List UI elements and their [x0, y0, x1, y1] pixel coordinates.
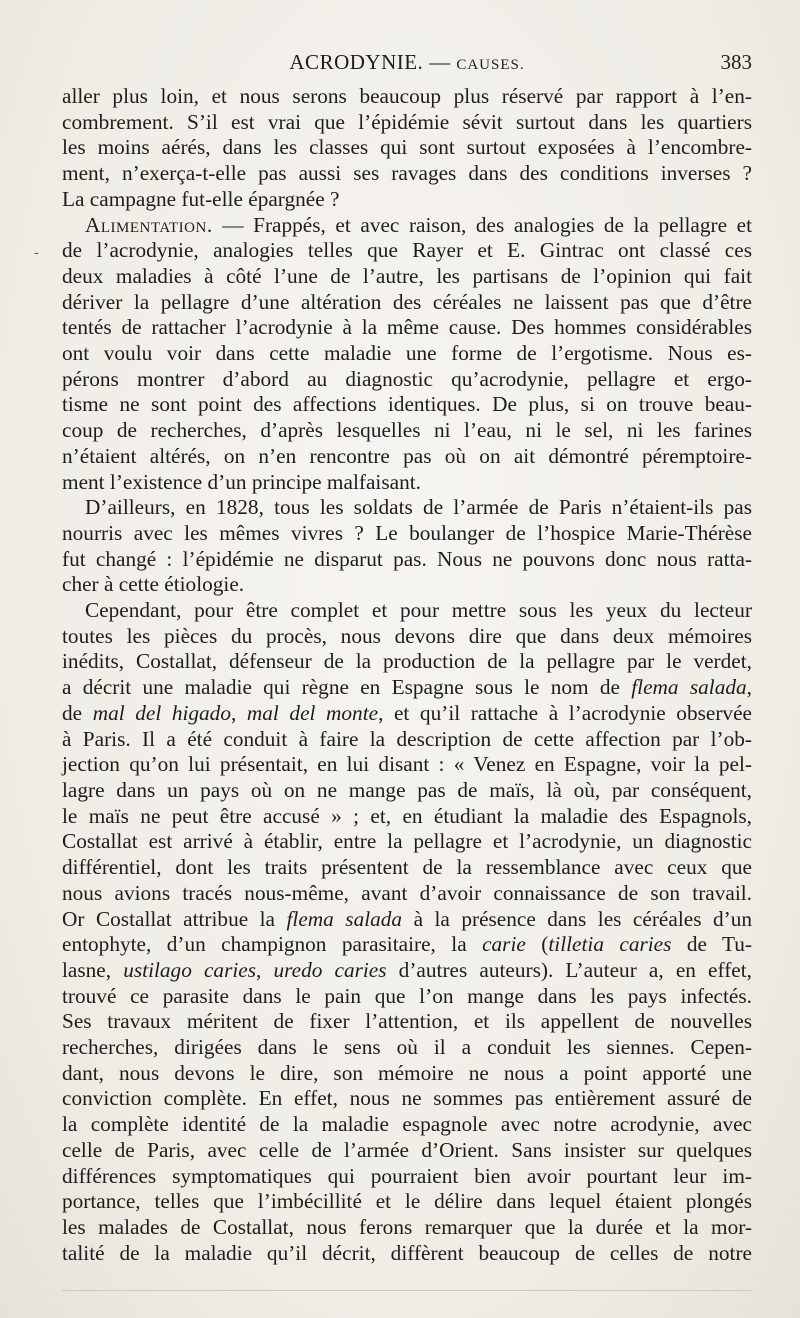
text-line: toutes les pièces du procès, nous devons dire que dans deux mémoires	[62, 623, 752, 648]
italic-term: uredo caries	[273, 957, 387, 982]
text-line: celle de Paris, avec celle de l’armée d’Orient. Sans insister sur quelques	[62, 1137, 752, 1162]
text-line: jection qu’on lui présentait, en lui disant : « Venez en Espagne, voir la pel-	[62, 752, 752, 777]
text-line: dant, nous devons le dire, son mémoire ne nous a point apporté une	[62, 1060, 752, 1085]
text-line: différentiel, dont les traits présentent de la ressemblance avec ceux que	[62, 855, 752, 880]
text-line: recherches, dirigées dans le sens où il a conduit les siennes. Cepen-	[62, 1035, 752, 1060]
text-line: ont voulu voir dans cette maladie une forme de l’ergotisme. Nous es-	[62, 341, 752, 366]
text-line: à Paris. Il a été conduit à faire la description de cette affection par l’ob-	[62, 726, 752, 751]
text-line: Ses travaux méritent de fixer l’attention, et ils appellent de nouvelles	[62, 1009, 752, 1034]
header-dash: —	[429, 50, 451, 74]
text-line: dériver la pellagre d’une altération des céréales ne laissent pas que d’être	[62, 289, 752, 314]
text-line: Costallat est arrivé à établir, entre la pellagre et l’acrodynie, un diagnostic	[62, 829, 752, 854]
text-span: — Frappés, et avec raison, des analogies de la pellagre et	[212, 212, 752, 237]
text-line: portance, telles que l’imbécillité et le délire dans lequel étaient plongés	[62, 1189, 752, 1214]
body-text	[62, 84, 752, 1266]
margin-mark: -	[34, 245, 39, 261]
text-line: fut changé : l’épidémie ne disparut pas. Nous ne pouvons donc nous ratta-	[62, 546, 752, 571]
text-line: lagre dans un pays où on ne mange pas de maïs, là où, par conséquent,	[62, 777, 752, 802]
text-span: d’autres auteurs). L’auteur a, en effet,	[386, 957, 752, 982]
text-line	[62, 958, 752, 984]
text-line: cher à cette étiologie.	[62, 572, 245, 597]
italic-term: mal del monte	[246, 700, 379, 725]
running-title	[62, 50, 752, 75]
text-line: la complète identité de la maladie espagnole avec notre acrodynie, avec	[62, 1112, 752, 1137]
text-line: ment l’existence d’un principe malfaisant.	[62, 469, 421, 494]
header-title: ACRODYNIE.	[289, 50, 424, 74]
header-section: CAUSES.	[456, 57, 525, 73]
text-line: nourris avec les mêmes vivres ? Le boulanger de l’hospice Marie-Thérèse	[62, 520, 752, 545]
text-line: les moins aérés, dans les classes qui sont surtout exposées à l’encombre-	[62, 135, 752, 160]
text-line: ment, n’exerça-t-elle pas aussi ses ravages dans des conditions inverses ?	[62, 161, 752, 186]
text-line: tentés de rattacher l’acrodynie à la même cause. Des hommes considérables	[62, 315, 752, 340]
text-line: différences symptomatiques qui pourraient bien avoir pourtant leur im-	[62, 1163, 752, 1188]
italic-term: mal del higado	[92, 700, 231, 725]
running-header	[62, 50, 752, 80]
text-line: La campagne fut-elle épargnée ?	[62, 186, 340, 211]
section-heading-alimentation: Alimentation.	[85, 212, 213, 237]
page-number: 383	[720, 50, 752, 74]
text-line: Cependant, pour être complet et pour mettre sous les yeux du lecteur	[85, 598, 752, 623]
text-line: coup de recherches, d’après lesquelles ni l’eau, ni le sel, ni les farines	[62, 418, 752, 443]
text-line: deux maladies à côté l’une de l’autre, les partisans de l’opinion qui fait	[62, 263, 752, 288]
text-line: talité de la maladie qu’il décrit, diffèrent beaucoup de celles de notre	[62, 1240, 752, 1265]
text-line: tisme ne sont point des affections identiques. De plus, si on trouve beau-	[62, 392, 752, 417]
text-span: Or Costallat attribue la	[62, 906, 287, 931]
italic-term: flema salada	[631, 675, 747, 700]
text-line: pérons montrer d’abord au diagnostic qu’acrodynie, pellagre et ergo-	[62, 366, 752, 391]
text-span: à la présence dans les céréales d’un	[402, 906, 752, 931]
text-span: ,	[256, 957, 274, 982]
text-line: les malades de Costallat, nous ferons remarquer que la durée et la mor-	[62, 1214, 752, 1239]
text-line	[62, 675, 752, 701]
italic-term: carie	[482, 932, 526, 957]
text-span: , et qu’il rattache à l’acrodynie observée	[378, 700, 752, 725]
text-span: entophyte, d’un champignon parasitaire, la	[62, 932, 483, 957]
text-span: ,	[746, 675, 752, 700]
text-span: de	[62, 700, 93, 725]
text-line	[62, 932, 752, 958]
text-span: a décrit une maladie qui règne en Espagne sous le nom de	[62, 675, 632, 700]
text-line: combrement. S’il est vrai que l’épidémie sévit surtout dans les quartiers	[62, 109, 752, 134]
text-span: ,	[230, 700, 247, 725]
text-line: n’étaient altérés, on n’en rencontre pas où on ait démontré péremptoire-	[62, 443, 752, 468]
text-line: de l’acrodynie, analogies telles que Rayer et E. Gintrac ont classé ces	[62, 238, 752, 263]
text-line: le maïs ne peut être accusé » ; et, en étudiant la maladie des Espagnols,	[62, 803, 752, 828]
text-span: de Tu-	[671, 932, 752, 957]
text-span: lasne,	[62, 957, 124, 982]
italic-term: flema salada	[286, 906, 403, 931]
text-line: inédits, Costallat, défenseur de la production de la pellagre par le verdet,	[62, 649, 752, 674]
text-line: aller plus loin, et nous serons beaucoup plus réservé par rapport à l’en-	[62, 84, 752, 108]
text-line	[62, 701, 752, 727]
text-line	[62, 907, 752, 933]
text-line: D’ailleurs, en 1828, tous les soldats de l’armée de Paris n’étaient-ils pas	[85, 495, 752, 520]
text-line: conviction complète. En effet, nous ne sommes pas entièrement assuré de	[62, 1086, 752, 1111]
text-line	[62, 213, 752, 239]
text-line: trouvé ce parasite dans le pain que l’on mange dans les pays infectés.	[62, 983, 752, 1008]
italic-term: tilletia caries	[548, 932, 672, 957]
text-span: (	[525, 932, 549, 957]
italic-term: ustilago caries	[123, 957, 257, 982]
text-line: nous avions tracés nous-même, avant d’avoir connaissance de son travail.	[62, 880, 752, 905]
page-bottom-shadow	[62, 1290, 752, 1291]
